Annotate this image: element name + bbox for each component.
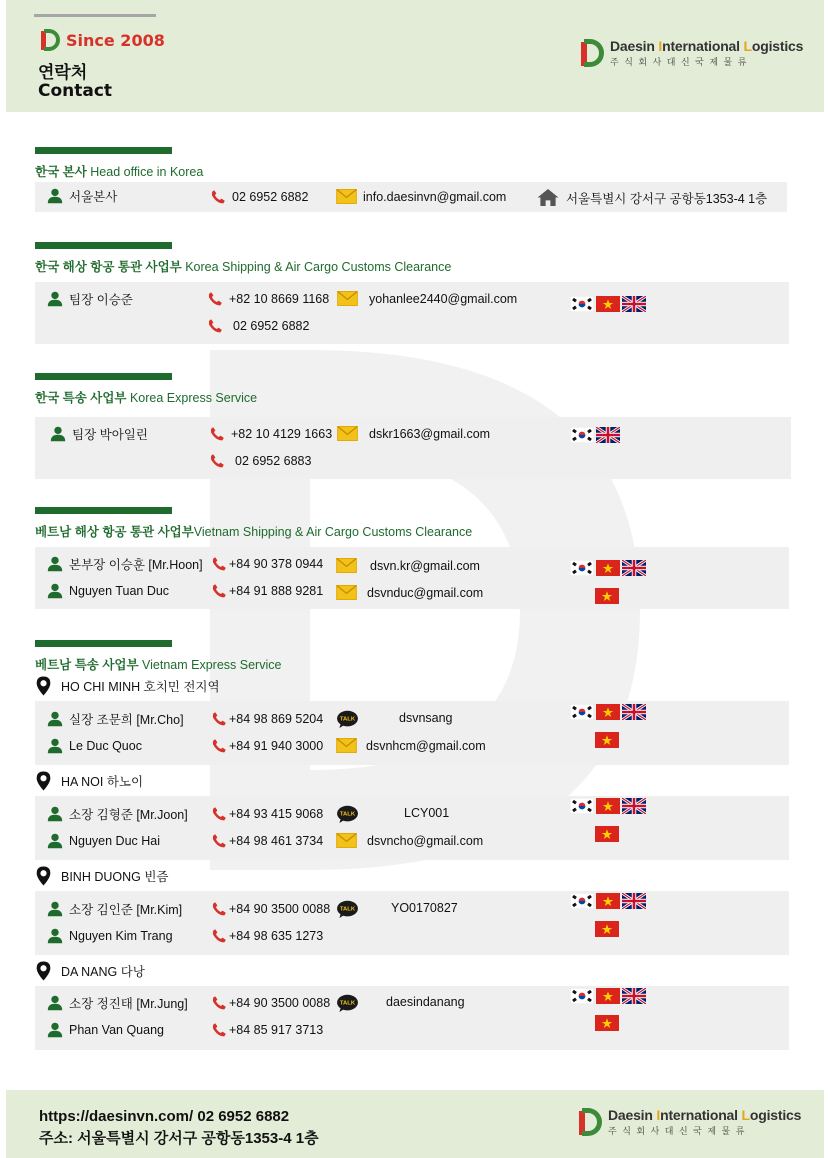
page-title-kr: 연락처	[38, 63, 88, 83]
location-pin-icon	[36, 961, 51, 981]
language-flags	[570, 988, 646, 1004]
contact-name: 실장 조문희 [Mr.Cho]	[47, 710, 184, 728]
contact-name: 소장 김형준 [Mr.Joon]	[47, 805, 188, 823]
flag-vn-icon	[595, 1015, 619, 1031]
contact-phone[interactable]: +84 91 940 3000	[211, 737, 323, 755]
contact-phone[interactable]: +84 91 888 9281	[211, 582, 323, 600]
language-flags	[595, 732, 619, 748]
contact-name: 본부장 이승훈 [Mr.Hoon]	[47, 555, 203, 573]
contact-name: Phan Van Quang	[47, 1021, 164, 1039]
footer-website-phone[interactable]: https://daesinvn.com/ 02 6952 6882	[39, 1108, 290, 1125]
phone-icon	[207, 317, 223, 335]
contact-phone[interactable]: +84 90 3500 0088	[211, 900, 330, 918]
phone-icon	[211, 582, 227, 600]
contact-name: Nguyen Tuan Duc	[47, 582, 169, 600]
contact-email[interactable]: dsvn.kr@gmail.com	[336, 558, 480, 573]
language-flags	[570, 296, 646, 312]
section-title-korea-customs: 한국 해상 항공 통관 사업부 Korea Shipping & Air Cargo Customs Clearance	[35, 260, 452, 274]
phone-icon	[211, 737, 227, 755]
contact-name: 서울본사	[47, 187, 117, 205]
location-label: HA NOI 하노이	[36, 771, 143, 791]
contact-phone[interactable]: +84 90 3500 0088	[211, 994, 330, 1012]
location-label: DA NANG 다낭	[36, 961, 145, 981]
person-icon	[47, 805, 63, 823]
person-icon	[47, 927, 63, 945]
section-bar	[35, 147, 172, 154]
phone-icon	[211, 1021, 227, 1039]
contact-phone[interactable]: +82 10 4129 1663	[209, 425, 332, 443]
person-icon	[47, 187, 63, 205]
phone-icon	[211, 555, 227, 573]
flag-vn-icon	[596, 296, 620, 312]
language-flags	[570, 560, 646, 576]
section-title-vietnam-customs: 베트남 해상 항공 통관 사업부Vietnam Shipping & Air Cargo Customs Clearance	[35, 525, 473, 539]
contact-phone[interactable]: +84 98 635 1273	[211, 927, 323, 945]
phone-icon	[211, 710, 227, 728]
flag-vn-icon	[595, 588, 619, 604]
flag-vn-icon	[595, 921, 619, 937]
contact-kakao[interactable]	[336, 994, 365, 1013]
contact-email[interactable]: dsvnduc@gmail.com	[336, 585, 483, 600]
language-flags	[570, 798, 646, 814]
mail-icon	[336, 738, 357, 753]
phone-icon	[211, 994, 227, 1012]
kakaotalk-icon	[336, 900, 359, 919]
contact-phone[interactable]: +84 85 917 3713	[211, 1021, 323, 1039]
location-label: BINH DUONG 빈즘	[36, 866, 169, 886]
phone-icon	[207, 290, 223, 308]
phone-icon	[211, 805, 227, 823]
contact-phone-office[interactable]: 02 6952 6882	[207, 317, 309, 335]
language-flags	[595, 826, 619, 842]
flag-vn-icon	[596, 560, 620, 576]
section-title-head-office: 한국 본사 Head office in Korea	[35, 165, 204, 179]
home-icon	[536, 188, 560, 207]
person-icon	[47, 737, 63, 755]
language-flags	[570, 427, 620, 443]
kakaotalk-icon	[336, 710, 359, 729]
page-title-en: Contact	[38, 81, 113, 101]
person-icon	[47, 290, 63, 308]
brand-name: Daesin International Logistics	[610, 38, 804, 54]
brand-name: Daesin International Logistics	[608, 1107, 802, 1123]
section-bar	[35, 507, 172, 514]
header-divider	[34, 14, 156, 17]
person-icon	[47, 710, 63, 728]
brand-logo-header	[580, 38, 803, 68]
mail-icon	[337, 426, 358, 441]
phone-icon	[211, 900, 227, 918]
since-text: Since 2008	[66, 30, 165, 50]
phone-icon	[211, 927, 227, 945]
flag-vn-icon	[595, 826, 619, 842]
contact-email[interactable]: dsvnhcm@gmail.com	[336, 738, 486, 753]
contact-kakao-id[interactable]: dsvnsang	[399, 711, 453, 725]
contact-kakao-id[interactable]: daesindanang	[386, 995, 465, 1009]
person-icon	[47, 832, 63, 850]
contact-phone[interactable]: +84 93 415 9068	[211, 805, 323, 823]
contact-phone[interactable]: +84 90 378 0944	[211, 555, 323, 573]
brand-subtitle: 주식회사대신국제물류	[610, 57, 752, 67]
flag-uk-icon	[622, 704, 646, 720]
location-pin-icon	[36, 676, 51, 696]
person-icon	[47, 582, 63, 600]
flag-vn-icon	[595, 732, 619, 748]
mail-icon	[336, 558, 357, 573]
phone-icon	[209, 452, 225, 470]
phone-icon	[210, 188, 226, 206]
contact-kakao[interactable]	[336, 805, 365, 824]
daesin-logo-icon	[40, 28, 60, 52]
daesin-logo-icon	[580, 38, 604, 68]
flag-vn-icon	[596, 893, 620, 909]
flag-vn-icon	[596, 798, 620, 814]
section-title-vietnam-express: 베트남 특송 사업부 Vietnam Express Service	[35, 658, 282, 672]
contact-name: 소장 정진태 [Mr.Jung]	[47, 994, 188, 1012]
person-icon	[50, 425, 66, 443]
flag-uk-icon	[622, 988, 646, 1004]
location-label: HO CHI MINH 호치민 전지역	[36, 676, 220, 696]
language-flags	[570, 893, 646, 909]
contact-kakao[interactable]	[336, 710, 365, 729]
person-icon	[47, 1021, 63, 1039]
person-icon	[47, 994, 63, 1012]
location-pin-icon	[36, 866, 51, 886]
section-bar	[35, 373, 172, 380]
mail-icon	[336, 585, 357, 600]
contact-email[interactable]: info.daesinvn@gmail.com	[336, 189, 506, 204]
contact-phone[interactable]: +82 10 8669 1168	[207, 290, 329, 308]
flag-kr-icon	[570, 893, 594, 909]
footer-address: 주소: 서울특별시 강서구 공항동1353-4 1층	[39, 1130, 319, 1147]
contact-name: 팀장 이승준	[47, 290, 133, 308]
contact-phone[interactable]: +84 98 461 3734	[211, 832, 323, 850]
contact-name: Le Duc Quoc	[47, 737, 142, 755]
flag-uk-icon	[622, 893, 646, 909]
section-bar	[35, 640, 172, 647]
flag-vn-icon	[596, 704, 620, 720]
contact-name: 팀장 박아일린	[50, 425, 148, 443]
flag-kr-icon	[570, 988, 594, 1004]
kakaotalk-icon	[336, 994, 359, 1013]
contact-kakao-id[interactable]: YO0170827	[391, 901, 458, 915]
location-pin-icon	[36, 771, 51, 791]
brand-logo-footer	[578, 1107, 801, 1137]
person-icon	[47, 555, 63, 573]
flag-uk-icon	[596, 427, 620, 443]
contact-kakao[interactable]	[336, 900, 365, 919]
contact-email[interactable]: dskr1663@gmail.com	[337, 426, 490, 441]
section-title-korea-express: 한국 특송 사업부 Korea Express Service	[35, 391, 258, 405]
language-flags	[570, 704, 646, 720]
flag-uk-icon	[622, 560, 646, 576]
since-badge	[40, 28, 165, 52]
daesin-logo-icon	[578, 1107, 602, 1137]
contact-name: Nguyen Duc Hai	[47, 832, 160, 850]
contact-email[interactable]: yohanlee2440@gmail.com	[337, 291, 517, 306]
language-flags	[595, 588, 619, 604]
flag-kr-icon	[570, 798, 594, 814]
flag-kr-icon	[570, 560, 594, 576]
contact-address: 서울특별시 강서구 공항동1353-4 1층	[536, 188, 767, 207]
mail-icon	[337, 291, 358, 306]
flag-kr-icon	[570, 704, 594, 720]
contact-name: Nguyen Kim Trang	[47, 927, 173, 945]
flag-vn-icon	[596, 988, 620, 1004]
mail-icon	[336, 189, 357, 204]
flag-uk-icon	[622, 798, 646, 814]
phone-icon	[211, 832, 227, 850]
contact-phone[interactable]: +84 98 869 5204	[211, 710, 323, 728]
language-flags	[595, 921, 619, 937]
flag-uk-icon	[622, 296, 646, 312]
contact-email[interactable]: dsvncho@gmail.com	[336, 833, 483, 848]
flag-kr-icon	[570, 427, 594, 443]
contact-name: 소장 김인준 [Mr.Kim]	[47, 900, 182, 918]
contact-phone[interactable]: 02 6952 6882	[210, 188, 308, 206]
kakaotalk-icon	[336, 805, 359, 824]
phone-icon	[209, 425, 225, 443]
mail-icon	[336, 833, 357, 848]
section-bar	[35, 242, 172, 249]
flag-kr-icon	[570, 296, 594, 312]
language-flags	[595, 1015, 619, 1031]
contact-kakao-id[interactable]: LCY001	[404, 806, 450, 820]
person-icon	[47, 900, 63, 918]
brand-subtitle: 주식회사대신국제물류	[608, 1126, 750, 1136]
contact-phone-office[interactable]: 02 6952 6883	[209, 452, 311, 470]
